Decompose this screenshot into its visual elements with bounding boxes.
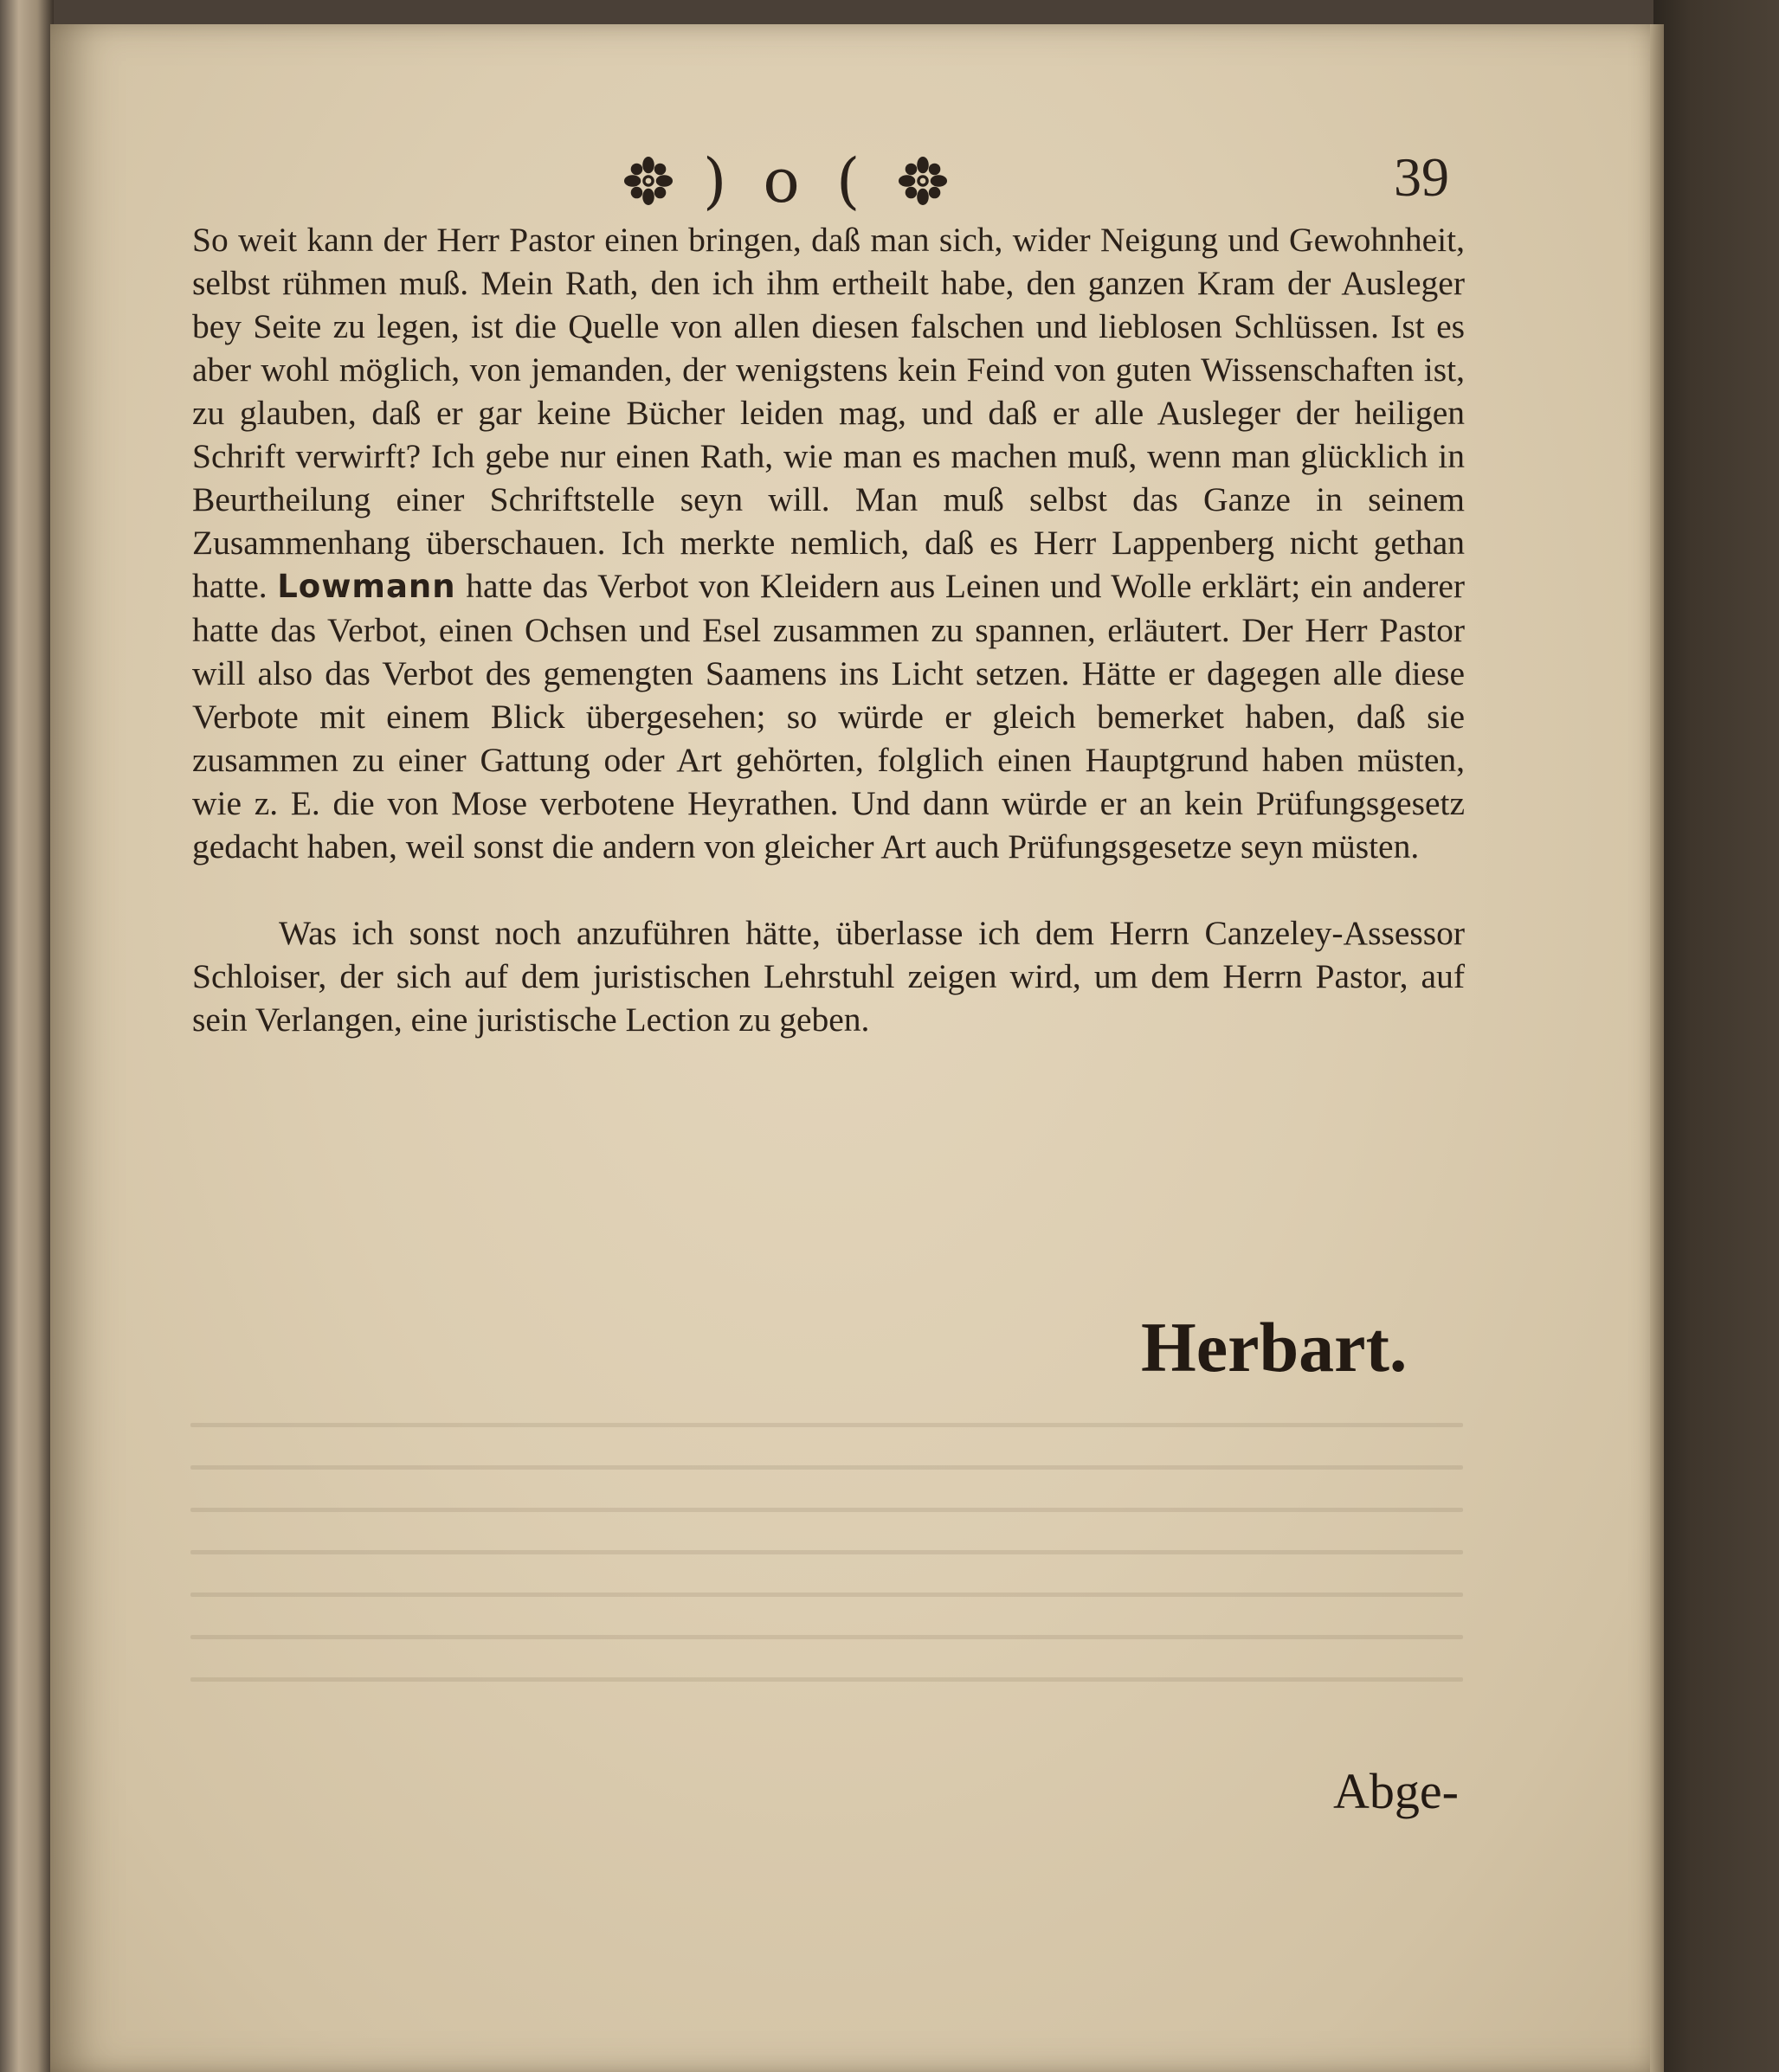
bleed-through-text — [190, 1385, 1463, 1731]
emphasized-name: Lowmann — [277, 568, 456, 605]
paragraph-text: So weit kann der Herr Pastor einen bringen, daß man sich, wider Neigung und Gewohnheit, selbst rühmen muß. Mein Rath, den ich ihm ertheilt habe, den ganzen Kram der Ausleger bey Seite zu legen, ist die Quelle von allen diesen falschen und lieblosen Schlüssen. Ist es aber wohl möglich, von jemanden, der wenigstens kein Feind von guten Wissenschaften ist, zu glauben, daß er gar keine Bücher leiden mag, und daß er alle Ausleger der heiligen Schrift verwirft? Ich gebe nur einen Rath, wie man es machen muß, wenn man glücklich in Beurtheilung einer Schriftstelle seyn will. Man muß selbst das Ganze in seinem Zusammenhang überschauen. Ich merkte nemlich, daß es Herr Lappenberg nicht gethan hatte. — [192, 221, 1465, 605]
rosette-icon — [898, 156, 948, 206]
signature: Herbart. — [1141, 1308, 1408, 1387]
page-header — [623, 145, 948, 216]
page-number: 39 — [1394, 146, 1449, 208]
book-cover-board — [1653, 0, 1779, 2072]
body-text — [192, 218, 1465, 1041]
paragraph: Was ich sonst noch anzuführen hätte, überlasse ich dem Herrn Canzeley-Assessor Schloiser, der sich auf dem juristischen Lehrstuhl zeigen wird, um dem Herrn Pastor, auf sein Verlangen, eine juristische Lection zu geben. — [192, 914, 1465, 1039]
header-ornament: ) o ( — [703, 145, 869, 216]
page-edge — [1650, 24, 1664, 2072]
previous-page-edge — [0, 0, 54, 2072]
catchword: Abge- — [1333, 1763, 1459, 1819]
rosette-icon — [623, 156, 674, 206]
paragraph-text: hatte das Verbot von Kleidern aus Leinen und Wolle erklärt; ein anderer hatte das Verbot, einen Ochsen und Esel zusammen zu spannen, erläutert. Der Herr Pastor will also das Verbot des gemengten Saamens ins Licht setzen. Hätte er dagegen alle diese Verbote mit einem Blick übergesehen; so würde er gleich bemerket haben, daß sie zusammen zu einer Gattung oder Art gehörten, folglich einen Hauptgrund haben müsten, wie z. E. die von Mose verbotene Heyrathen. Und dann würde er an kein Prüfungsgesetz gedacht haben, weil sonst die andern von gleicher Art auch Prüfungsgesetze seyn müsten. — [192, 567, 1466, 865]
paragraph — [192, 218, 1465, 868]
